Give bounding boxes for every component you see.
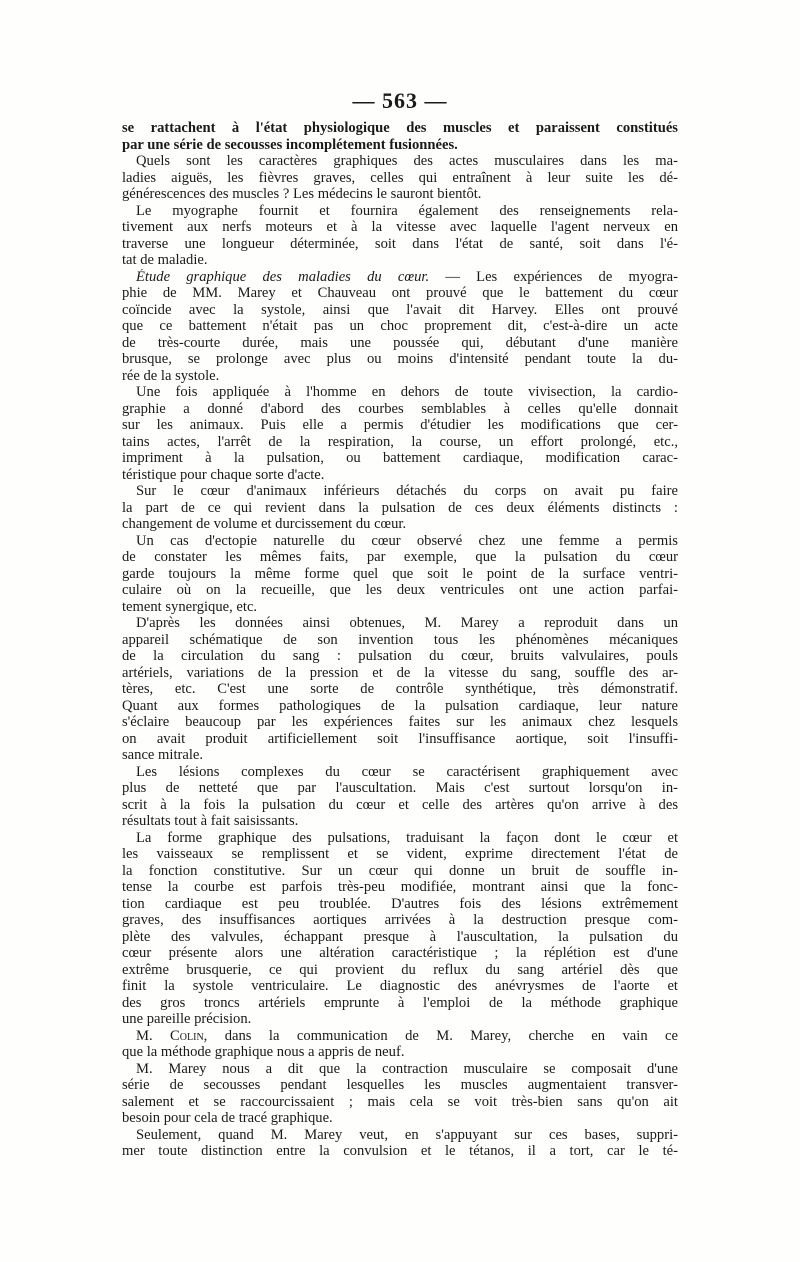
- text-line: Quels sont les caractères graphiques des actes musculaires dans les ma-: [136, 153, 678, 169]
- text-line: Seulement, quand M. Marey veut, en s'appuyant sur ces bases, suppri-: [136, 1126, 678, 1143]
- text-line: extrême brusquerie, ce qui provient du reflux du sang artériel dès que: [122, 961, 678, 978]
- text-line: La forme graphique des pulsations, traduisant la façon dont le cœur et: [136, 829, 678, 846]
- text-line: culaire où on la recueille, que les deux ventricules ont une action parfai-: [122, 582, 678, 598]
- text-line: générescences des muscles ? Les médecins le sauront bientôt.: [122, 186, 482, 202]
- text-line: Sur le cœur d'animaux inférieurs détachés du corps on avait pu faire: [136, 483, 678, 499]
- text-line: la part de ce qui revient dans la pulsation de ces deux éléments distincts :: [122, 499, 678, 516]
- text-line: de constater les mêmes faits, par exemple, que la pulsation du cœur: [122, 549, 678, 565]
- text-line: une pareille précision.: [122, 1011, 252, 1027]
- text-line: que la méthode graphique nous a appris de neuf.: [122, 1044, 405, 1060]
- text-line: phie de MM. Marey et Chauveau ont prouvé que le battement du cœur: [122, 285, 678, 301]
- text-line: on avait produit artificiellement soit l'insuffisance aortique, soit l'insuffi-: [122, 730, 678, 747]
- text-line: changement de volume et durcissement du cœur.: [122, 516, 407, 532]
- text-line: téristique pour chaque sorte d'acte.: [122, 466, 325, 483]
- text-line: brusque, se prolonge avec plus ou moins d'intensité pendant toute la du-: [122, 351, 678, 367]
- text-line: mer toute distinction entre la convulsion et le tétanos, il a tort, car le té-: [122, 1143, 678, 1159]
- text-line: D'après les données ainsi obtenues, M. Marey a reproduit dans un: [136, 615, 678, 631]
- text-line: plus de netteté que par l'auscultation. Mais c'est surtout lorsqu'on in-: [122, 780, 678, 796]
- text-line: les vaisseaux se remplissent et se vident, exprime directement l'état de: [122, 846, 678, 862]
- text-line: tères, etc. C'est une sorte de contrôle synthétique, très démonstratif.: [122, 681, 678, 697]
- text-line: la fonction constitutive. Sur un cœur qui donne un bruit de souffle in-: [122, 862, 678, 879]
- text-line: cœur présente alors une altération caractéristique ; la réplétion est d'une: [122, 945, 678, 961]
- text-line: des gros troncs artériels emprunte à l'emploi de la méthode graphique: [122, 994, 678, 1011]
- text-line: rée de la systole.: [122, 367, 220, 384]
- text-line: finit la systole ventriculaire. Le diagnostic des anévrysmes de l'aorte et: [122, 978, 678, 994]
- text-line: scrit à la fois la pulsation du cœur et celle des artères qu'on arrive à des: [122, 796, 678, 813]
- section-heading: Étude graphique des maladies du cœur.: [136, 268, 430, 285]
- page-number: — 563 —: [352, 88, 448, 113]
- text-line: Étude graphique des maladies du cœur. — Les expériences de myogra-: [136, 268, 678, 285]
- text-line: tense la courbe est parfois très-peu modifiée, montrant ainsi que la fonc-: [122, 879, 678, 895]
- text-line: de la circulation du sang : pulsation du cœur, bruits valvulaires, pouls: [122, 648, 678, 664]
- text-line: sur les animaux. Puis elle a permis d'étudier les modifications que cer-: [122, 417, 678, 433]
- text-line: tement synergique, etc.: [122, 598, 258, 615]
- text-line: impriment à la pulsation, ou battement cardiaque, modification carac-: [122, 450, 678, 466]
- text-line: ladies aiguës, les fièvres graves, celles qui entraînent à leur suite les dé-: [122, 169, 678, 186]
- text-line: coïncide avec la systole, ainsi que l'avait dit Harvey. Elles ont prouvé: [122, 301, 678, 318]
- text-line: tion cardiaque est peu troublée. D'autres fois des lésions extrêmement: [122, 895, 678, 912]
- text-line: tat de maladie.: [122, 252, 208, 268]
- text-line: salement et se raccourcissaient ; mais cela se voit très-bien sans qu'on ait: [122, 1093, 678, 1110]
- text-line: Quant aux formes pathologiques de la pulsation cardiaque, leur nature: [122, 697, 678, 714]
- text-line: graves, des insuffisances aortiques arrivées à la destruction presque com-: [122, 912, 678, 928]
- text-line: de très-courte durée, mais une poussée qui, débutant d'une manière: [122, 334, 678, 351]
- text-line: artériels, variations de la pression et de la vitesse du sang, souffle des ar-: [122, 664, 678, 681]
- text-line: M. Colin, dans la communication de M. Marey, cherche en vain ce: [136, 1027, 678, 1044]
- author-name: Colin: [170, 1027, 204, 1044]
- text-line: sance mitrale.: [122, 747, 204, 763]
- text-line: tivement aux nerfs moteurs et à la vitesse avec laquelle l'agent nerveux en: [122, 219, 678, 235]
- text-line: graphie a donné d'abord des courbes semblables à celles qu'elle donnait: [122, 400, 678, 417]
- text-line: par une série de secousses incomplétement fusionnées.: [122, 136, 458, 153]
- text-line: garde toujours la même forme quel que soit le point de la surface ventri-: [122, 565, 678, 582]
- text-line: Les lésions complexes du cœur se caractérisent graphiquement avec: [136, 763, 678, 780]
- text-line: Un cas d'ectopie naturelle du cœur observé chez une femme a permis: [136, 532, 678, 549]
- text-line: plète des valvules, échappant presque à l'auscultation, la pulsation du: [122, 928, 678, 945]
- text-line: série de secousses pendant lesquelles les muscles augmentaient transver-: [122, 1077, 678, 1093]
- text-line: besoin pour cela de tracé graphique.: [122, 1110, 333, 1126]
- text-line: Une fois appliquée à l'homme en dehors de toute vivisection, la cardio-: [136, 384, 678, 400]
- text-line: tains actes, l'arrêt de la respiration, la course, un effort prolongé, etc.,: [122, 433, 678, 450]
- body-text: [122, 120, 678, 1160]
- text-line: résultats tout à fait saisissants.: [122, 813, 299, 829]
- text-line: appareil schématique de son invention tous les phénomènes mécaniques: [122, 631, 678, 648]
- text-line: se rattachent à l'état physiologique des muscles et paraissent constitués: [122, 120, 678, 136]
- text-line: que ce battement n'était pas un choc proprement dit, c'est-à-dire un acte: [122, 318, 678, 334]
- text-line: Le myographe fournit et fournira également des renseignements rela-: [136, 202, 678, 219]
- text-line: traverse une longueur déterminée, soit dans l'état de santé, soit dans l'é-: [122, 235, 678, 252]
- text-line: M. Marey nous a dit que la contraction musculaire se composait d'une: [136, 1060, 678, 1077]
- text-line: s'éclaire beaucoup par les expériences faites sur les animaux chez lesquels: [122, 714, 678, 730]
